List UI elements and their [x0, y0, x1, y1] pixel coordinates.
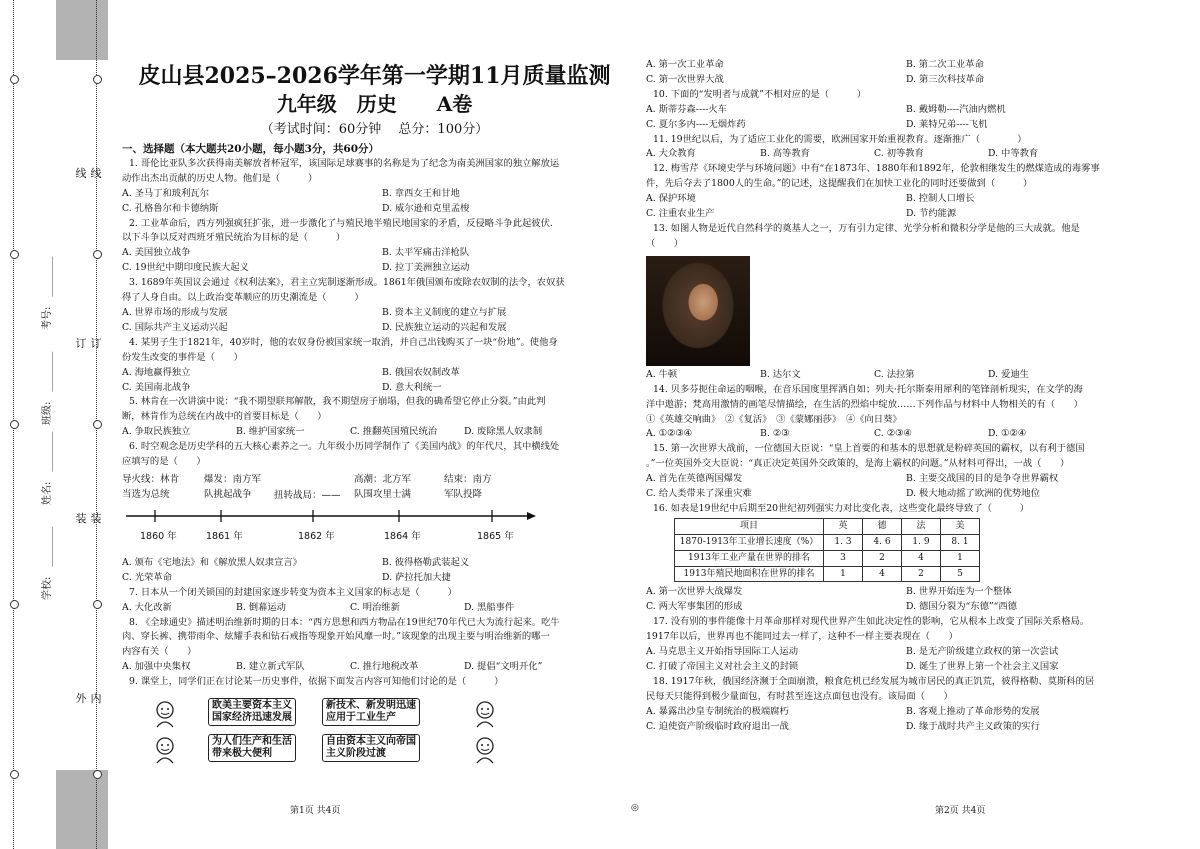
student-figure-icon	[472, 736, 498, 764]
timeline-year: 1864 年	[384, 530, 421, 542]
option: A. 世界市场的形成与发展	[122, 306, 228, 318]
binding-field: 考号: ________	[42, 256, 53, 330]
timeline-label: 爆发：南方军 队挑起战争	[204, 473, 262, 500]
table-cell: 5	[941, 566, 980, 582]
timeline-arrow	[527, 512, 536, 520]
footer-page-2: 第2页 共4页	[935, 806, 986, 816]
timeline-label: 结束：南方 军队投降	[444, 473, 492, 500]
option: D. 黑船事件	[464, 601, 515, 613]
option: C. 法拉第	[874, 368, 915, 380]
option: D. 诞生了世界上第一个社会主义国家	[906, 661, 1059, 672]
option: B. 达尔文	[760, 368, 801, 380]
binding-char-inner: 装	[90, 512, 102, 525]
option: A. 圣马丁和玻利瓦尔	[122, 187, 209, 199]
question-text: 10. 下面的“发明者与成就”不相对应的是（ ）	[653, 88, 867, 100]
question-text: 4. 某男子生于1821年，40岁时，他的农奴身份被国家统一取消，并自己出钱购买了一块“份地”。使他身	[129, 336, 558, 348]
speech-bubble: 欧美主要资本主义 国家经济迅速发展	[208, 698, 296, 726]
binding-gray-top	[56, 0, 108, 60]
table-cell: 1870-1913年工业增长速度（%）	[675, 534, 824, 550]
option-row	[122, 601, 627, 616]
option-row	[646, 192, 1156, 207]
option: D. 萨拉托加大捷	[382, 571, 451, 583]
option: A. 大化改新	[122, 601, 172, 613]
option: B. 是无产阶级建立政权的第一次尝试	[906, 646, 1059, 658]
option: D. 意大利统一	[382, 381, 442, 393]
option: B. 资本主义制度的建立与扩展	[382, 306, 507, 318]
table-cell: 4	[902, 550, 941, 566]
option: C. 两大军事集团的形成	[646, 601, 743, 613]
option: D. 提倡“文明开化”	[464, 661, 543, 673]
binding-hole	[10, 75, 19, 84]
option: C. 第一次世界大战	[646, 73, 724, 85]
option: A. 美国独立战争	[122, 247, 191, 259]
option: B. 彼得格勒武装起义	[382, 556, 470, 568]
option-row	[646, 600, 1156, 615]
option: C. 孔格鲁尔和卡德纳斯	[122, 202, 219, 214]
option: D. 缘于战时共产主义政策的实行	[906, 720, 1040, 732]
exam-subtitle: 九年级 历史 A卷	[276, 92, 473, 116]
question-text: 份发生改变的事件是（ ）	[122, 351, 243, 363]
exam-title: 皮山县2025–2026学年第一学期11月质量监测	[138, 63, 611, 89]
option: A. ①②③④	[646, 428, 692, 440]
table-header-cell: 法	[902, 518, 941, 534]
option: D. ①②④	[988, 428, 1027, 440]
option-row	[646, 427, 1156, 442]
binding-char-outer: 装	[75, 512, 87, 525]
question-text: 民每天只能得到极少量面包，有时甚至连这点面包也没有。该局面（ ）	[646, 690, 953, 702]
option: C. 推翻英国殖民统治	[350, 426, 438, 438]
binding-hole	[93, 75, 102, 84]
question-text: （ ）	[646, 237, 684, 249]
option: A. 第一次工业革命	[646, 59, 724, 70]
option: B. 戴姆勒----汽油内燃机	[906, 103, 1006, 115]
option: D. 德国分裂为“东德”“西德	[906, 601, 1017, 613]
student-figure-icon	[152, 736, 178, 764]
option: C. 打破了帝国主义对社会主义的封锁	[646, 661, 799, 672]
table-wrap	[646, 518, 1156, 583]
option-row	[646, 118, 1156, 133]
timeline-year: 1862 年	[298, 530, 335, 542]
section-heading: 一、选择题（本大题共20小题，每小题3分，共60分）	[122, 143, 380, 155]
table-cell: 2	[902, 566, 941, 582]
option-row	[122, 381, 627, 396]
option-row	[646, 645, 1156, 660]
option: A. 斯蒂芬森----火车	[646, 103, 727, 115]
option: D. 威尔逊和克里孟梭	[382, 202, 470, 214]
question-text: 。”一位英国外交大臣说：“真正决定英国外交政策的，是海上霸权的问题。”从材料可得出，一战（ ）	[646, 458, 1070, 470]
option: C. 迫使资产阶级临时政府退出一战	[646, 720, 789, 732]
binding-hole	[93, 770, 102, 779]
binding-hole	[10, 250, 19, 259]
table-cell: 1	[941, 550, 980, 566]
table-cell: 4. 6	[863, 534, 902, 550]
option: C. 明治维新	[350, 601, 400, 613]
option: D. 第三次科技革命	[906, 73, 985, 85]
timeline	[122, 470, 627, 556]
student-figure-icon	[472, 700, 498, 728]
option: A. 第一次世界大战爆发	[646, 586, 743, 598]
binding-char-outer: 外	[75, 692, 87, 705]
option-row	[122, 425, 627, 440]
option-row	[646, 585, 1156, 600]
option-row	[122, 187, 627, 202]
option: D. 极大地动摇了欧洲的优势地位	[906, 488, 1040, 500]
option: B. 建立新式军队	[236, 661, 305, 673]
option: D. 节约能源	[906, 208, 957, 220]
speech-bubble: 为人们生产和生活 带来极大便利	[208, 734, 296, 762]
option: D. 爱迪生	[988, 368, 1029, 380]
question-text: 6. 时空观念是历史学科的五大核心素养之一。九年级小历同学制作了《美国内战》的年代尺，其中横线处	[129, 441, 560, 453]
speech-bubble: 自由资本主义向帝国 主义阶段过渡	[322, 734, 420, 762]
option-row	[646, 58, 1156, 73]
question-text: 动作出杰出贡献的历史人物。他们是（ ）	[122, 172, 318, 184]
question-text: 以下斗争以反对西班牙殖民统治为目标的是（ ）	[122, 232, 346, 244]
option-row	[122, 306, 627, 321]
option-row	[646, 660, 1156, 675]
option-row	[646, 147, 1156, 162]
question-text: ①《英雄交响曲》 ②《复活》 ③《蒙娜丽莎》 ④《向日葵》	[646, 413, 902, 425]
binding-hole	[93, 420, 102, 429]
option-row	[646, 73, 1156, 88]
binding-hole	[93, 600, 102, 609]
option-row	[646, 103, 1156, 118]
option: A. 争取民族独立	[122, 426, 191, 438]
binding-char-inner: 订	[90, 337, 102, 350]
question-text: 18. 1917年秋，俄国经济濒于全面崩溃，粮食危机已经发展为城市居民的真正饥荒，彼得格勒、莫斯科的居	[653, 675, 1095, 687]
question-text: 8. 《全球通史》描述明治维新时期的日本：“西方思想和西方物品在19世纪70年代已大为流行起来。吃牛	[129, 616, 560, 628]
option: C. 19世纪中期印度民族大起义	[122, 262, 249, 274]
question-text: 16. 如表是19世纪中后期至20世纪初列强实力对比变化表，这些变化最终导致了（ ）	[653, 502, 1030, 514]
binding-hole	[10, 770, 19, 779]
question-text: 15. 第一次世界大战前，一位德国大臣说：“皇上首要的和基本的思想就是粉碎英国的霸权，以有利于德国	[653, 443, 1085, 455]
binding-char-inner: 线	[90, 167, 102, 180]
option: D. 中等教育	[988, 148, 1039, 160]
table-row	[675, 534, 980, 550]
table-row	[675, 550, 980, 566]
newton-portrait	[646, 256, 750, 366]
binding-hole	[93, 250, 102, 259]
timeline-label: 扭转战局：——	[274, 489, 341, 501]
exam-info: （考试时间：60分钟 总分：100分）	[260, 122, 489, 137]
table-header-cell: 英	[824, 518, 863, 534]
binding-strip	[0, 0, 110, 849]
option: B. 俄国农奴制改革	[382, 366, 460, 378]
timeline-label: 导火线：林肯 当选为总统	[122, 473, 180, 500]
question-text: 5. 林肯在一次讲演中说：“我不期望联邦解散，我不期望房子崩塌，但我的确希望它停止分裂。”由此判	[129, 396, 546, 408]
option-row	[122, 261, 627, 276]
question-text: 应填写的是（ ）	[122, 456, 206, 468]
option-row	[122, 660, 627, 675]
discussion-bubbles	[122, 694, 627, 772]
option: A. 牛顿	[646, 368, 678, 380]
table-cell: 1913年工业产量在世界的排名	[675, 550, 824, 566]
option: B. ②③	[760, 428, 790, 440]
question-text: 肉、穿长裤、携带雨伞、炫耀手表和钻石戒指等现象开始风靡一时。”该现象的出现主要与明治维新的哪一	[122, 631, 550, 643]
timeline-year: 1865 年	[477, 530, 514, 542]
table-header-cell: 项目	[675, 518, 824, 534]
question-text: 2. 工业革命后，西方列强疯狂扩张，进一步激化了与殖民地半殖民地国家的矛盾，反侵略斗争此起彼伏.	[129, 217, 553, 229]
option: C. 注重农业生产	[646, 208, 715, 220]
table-cell: 2	[863, 550, 902, 566]
option-row	[122, 366, 627, 381]
option: A. 首先在英德两国爆发	[646, 473, 743, 485]
table-cell: 1913年殖民地面积在世界的排名	[675, 566, 824, 582]
table-row	[675, 566, 980, 582]
option-row	[122, 321, 627, 336]
option: A. 加强中央集权	[122, 661, 191, 673]
question-text: 17. 没有别的事件能像十月革命那样对现代世界产生如此决定性的影响，它从根本上改变了国际关系格局。	[653, 616, 1090, 628]
option: D. 拉丁美洲独立运动	[382, 262, 470, 274]
option: C. ②③④	[874, 428, 912, 440]
option: C. 国际共产主义运动兴起	[122, 321, 228, 333]
question-text: 7. 日本从一个闭关锁国的封建国家逐步转变为资本主义国家的标志是（ ）	[129, 586, 457, 598]
timeline-year: 1861 年	[206, 530, 243, 542]
option: B. 高等教育	[760, 148, 810, 160]
option: A. 海地赢得独立	[122, 366, 191, 378]
timeline-year: 1860 年	[140, 530, 177, 542]
table-cell: 1. 9	[902, 534, 941, 550]
option-row	[122, 571, 627, 586]
option: B. 维护国家统一	[236, 426, 305, 438]
table-cell: 8. 1	[941, 534, 980, 550]
comparison-table	[674, 518, 980, 583]
option: A. 马克思主义开始指导国际工人运动	[646, 646, 799, 658]
option: D. 莱特兄弟----飞机	[906, 118, 988, 130]
option: C. 美国南北战争	[122, 381, 191, 393]
question-text: 件，先后夺去了1800人的生命。”的记述，这提醒我们在加快工业化的同时还要做到（ ）	[646, 178, 1033, 190]
page-1-column	[122, 60, 627, 772]
footer-mark: ◎	[631, 803, 639, 813]
option: A. 暴露出沙皇专制统治的极端腐朽	[646, 705, 789, 717]
binding-field: 班级: ________	[42, 351, 53, 425]
question-text: 3. 1689年英国议会通过《权利法案》，君主立宪制逐渐形成。1861年俄国颁布废除农奴制的法令，农奴获	[129, 277, 565, 289]
binding-gray-bottom	[56, 770, 108, 849]
question-text: 1917年以后，世界再也不能同过去一样了，这种不一样主要表现在（ ）	[646, 631, 958, 643]
binding-char-inner: 内	[90, 692, 102, 705]
option-row	[646, 207, 1156, 222]
option: B. 第二次工业革命	[906, 59, 984, 70]
question-text: 1. 哥伦比亚队多次获得南美解放者杯冠军，该国际足球赛事的名称是为了纪念为南美洲国家的独立解放运	[129, 157, 560, 169]
footer-page-1: 第1页 共4页	[290, 806, 341, 816]
binding-field: 学校: ________	[42, 526, 53, 600]
option: B. 客观上推动了革命形势的发展	[906, 705, 1040, 717]
option: D. 民族独立运动的兴起和发展	[382, 321, 507, 333]
table-header-row	[675, 518, 980, 534]
question-text: 12. 梅雪芹《环境史学与环境问题》中有“在1873年、1880年和1892年，伦敦相继发生的燃煤造成的毒雾事	[653, 163, 1100, 175]
binding-char-outer: 线	[75, 167, 87, 180]
option: B. 太平军痛击洋枪队	[382, 247, 470, 259]
option: B. 倒幕运动	[236, 601, 286, 613]
option-row	[646, 368, 1156, 383]
option-row	[646, 472, 1156, 487]
option: A. 保护环境	[646, 193, 696, 205]
option-row	[646, 487, 1156, 502]
option-row	[122, 556, 627, 571]
table-cell: 4	[863, 566, 902, 582]
student-figure-icon	[152, 700, 178, 728]
option: D. 废除黑人奴隶制	[464, 426, 543, 438]
table-cell: 1	[824, 566, 863, 582]
question-text: 9. 课堂上，同学们正在讨论某一历史事件，依据下面发言内容可知他们讨论的是（ ）	[129, 676, 504, 688]
option: C. 初等教育	[874, 148, 924, 160]
option: C. 推行地税改革	[350, 661, 419, 673]
option-row	[122, 202, 627, 217]
question-text: 14. 贝多芬扼住命运的咽喉，在音乐国度里挥洒自如；列夫·托尔斯泰用犀利的笔锋剖析现实，在文学的海	[653, 383, 1083, 395]
page-2-column	[646, 58, 1156, 735]
question-text: 13. 如图人物是近代自然科学的奠基人之一，万有引力定律、光学分析和微积分学是他的三大成就。他是	[653, 222, 1080, 234]
option-row	[646, 705, 1156, 720]
question-text: 断，林肯作为总统在内战中的首要目标是（ ）	[122, 411, 327, 423]
table-cell: 3	[824, 550, 863, 566]
binding-char-outer: 订	[75, 337, 87, 350]
timeline-label: 高潮：北方军 队围攻里士满	[354, 473, 412, 500]
option-row	[646, 720, 1156, 735]
binding-hole	[10, 600, 19, 609]
question-text: 洋中遨游；梵高用激情的画笔尽情描绘，在生活的烈焰中绽放……下列作品与材料中人物相关的有（ ）	[646, 398, 1083, 410]
table-cell: 1. 3	[824, 534, 863, 550]
option: B. 控制人口增长	[906, 193, 975, 205]
question-text: 内容有关（ ）	[122, 646, 197, 658]
speech-bubble: 新技术、新发明迅速 应用于工业生产	[322, 698, 420, 726]
option: A. 颁布《宅地法》和《解放黑人奴隶宣言》	[122, 556, 302, 568]
question-text: 得了人身自由。以上政治变革顺应的历史潮流是（ ）	[122, 292, 364, 304]
option: C. 光荣革命	[122, 571, 172, 583]
table-header-cell: 美	[941, 518, 980, 534]
question-text: 11. 19世纪以后，为了适应工业化的需要，欧洲国家开始重视教育。逐渐推广（ ）	[653, 133, 1027, 145]
table-header-cell: 德	[863, 518, 902, 534]
option-row	[122, 246, 627, 261]
binding-hole	[10, 420, 19, 429]
option: B. 世界开始连为一个整体	[906, 586, 1012, 598]
option: C. 给人类带来了深重灾难	[646, 488, 752, 500]
binding-field: 姓名: ________	[42, 431, 53, 505]
option: A. 大众教育	[646, 148, 696, 160]
option: B. 章西女王和甘地	[382, 187, 460, 199]
option: C. 夏尔多内----无烟炸药	[646, 118, 746, 130]
option: B. 主要交战国的目的是争夺世界霸权	[906, 473, 1059, 485]
